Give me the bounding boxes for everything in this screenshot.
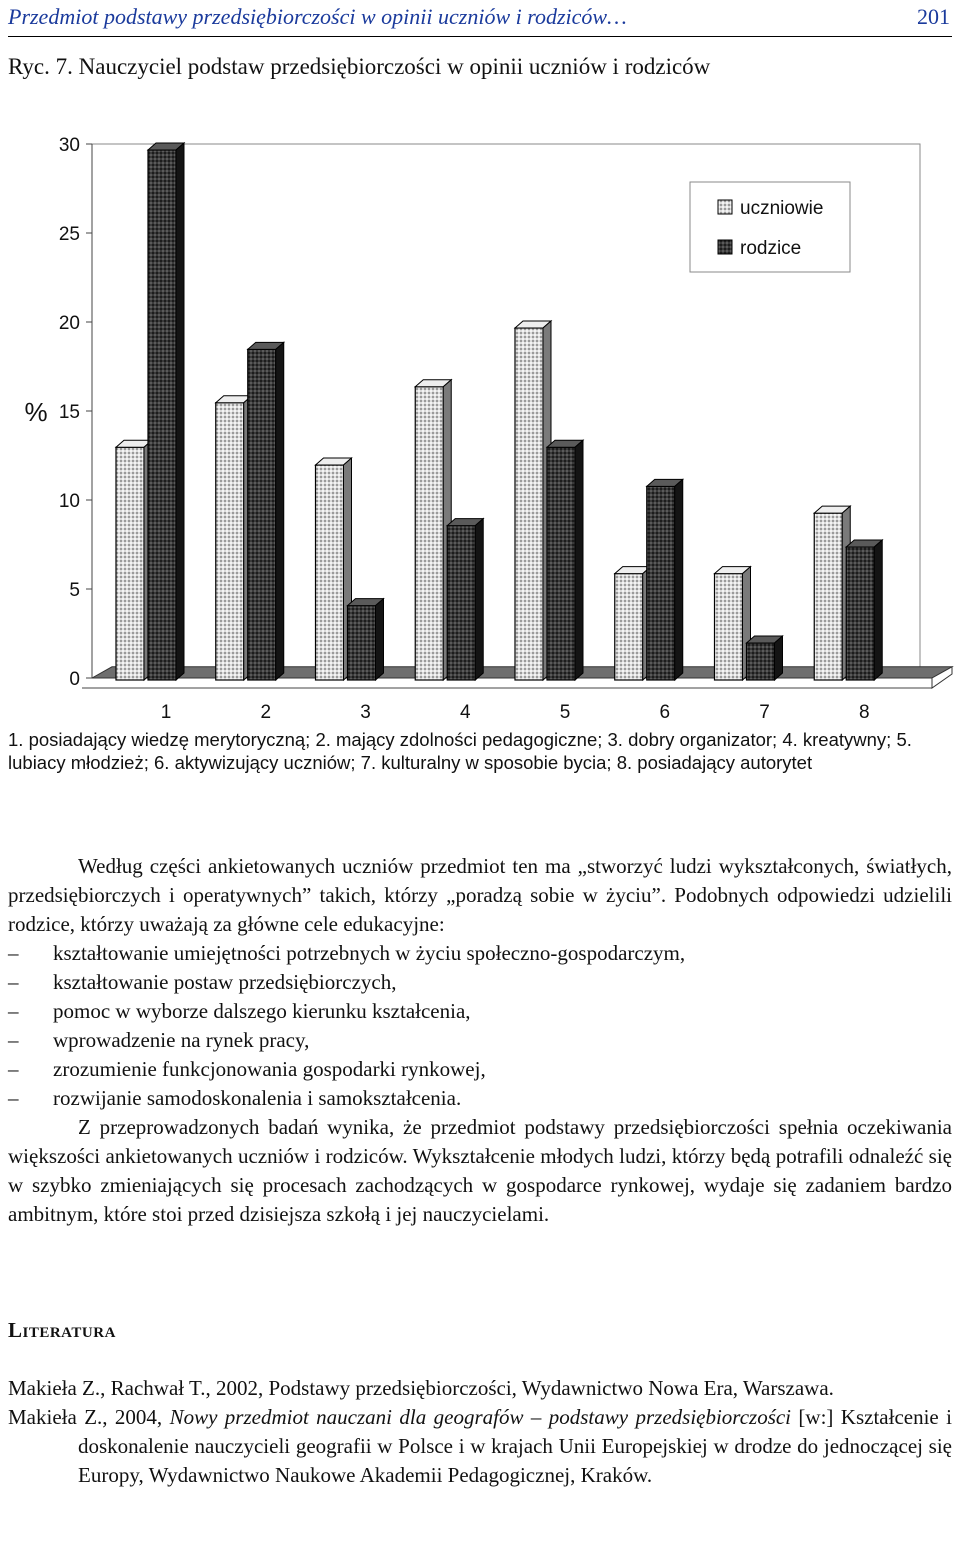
x-tick-label: 2 — [260, 702, 272, 720]
page-number: 201 — [917, 4, 950, 29]
bar-rodzice — [547, 447, 575, 680]
list-item: – pomoc w wyborze dalszego kierunku kształcenia, — [8, 997, 952, 1026]
list-item: – kształtowanie umiejętności potrzebnych w życiu społeczno-gospodarczym, — [8, 939, 952, 968]
bar-rodzice — [248, 349, 276, 680]
x-tick-label: 8 — [858, 702, 870, 720]
x-tick-label: 6 — [659, 702, 671, 720]
chart-legend — [690, 182, 850, 272]
bar-rodzice — [846, 547, 874, 680]
bar-uczniowie — [216, 403, 244, 680]
y-tick-label: 30 — [58, 135, 80, 156]
x-tick-label: 4 — [459, 702, 471, 720]
y-tick-label: 5 — [69, 580, 80, 601]
running-header-title: Przedmiot podstawy przedsiębiorczości w opinii uczniów i rodziców… — [8, 4, 627, 29]
x-tick-label: 3 — [360, 702, 371, 720]
reference-2-end: [w:] Kształcenie i doskonalenie nauczycieli geografii w Polsce i w krajach Unii Europejskiej w drodze do jednoczącej się Europy, Wydawnictwo Naukowe Akademii Pedagogicznej, Kraków. — [78, 1405, 952, 1487]
bar-uczniowie — [415, 387, 443, 680]
bar-uczniowie — [316, 465, 344, 680]
goals-list — [8, 939, 952, 1113]
bar-rodzice — [348, 606, 376, 680]
chart-note: 1. posiadający wiedzę merytoryczną; 2. mający zdolności pedagogiczne; 3. dobry organizator; 4. kreatywny; 5. lubiacy młodzież; 6. aktywizujący uczniów; 7. kulturalny w sposobie bycia; 8. posiadający autorytet — [8, 729, 912, 773]
list-item: – wprowadzenie na rynek pracy, — [8, 1026, 952, 1055]
x-tick-label: 7 — [759, 702, 770, 720]
x-tick-label: 1 — [160, 702, 172, 720]
bar-side — [675, 479, 683, 680]
y-tick-label: 10 — [58, 491, 80, 512]
references — [8, 1374, 952, 1490]
y-tick-label: 20 — [58, 313, 80, 334]
section-heading-literatura: Literatura — [8, 1318, 116, 1342]
reference-2-title: Nowy przedmiot nauczani dla geografów – podstawy przedsiębiorczości — [169, 1405, 792, 1429]
body-text — [8, 852, 952, 1229]
list-item: – zrozumienie funkcjonowania gospodarki rynkowej, — [8, 1055, 952, 1084]
bar-uczniowie — [116, 447, 144, 680]
reference-2 — [8, 1403, 952, 1490]
bar-side — [775, 636, 783, 680]
list-item: – kształtowanie postaw przedsiębiorczych, — [8, 968, 952, 997]
bar-side — [376, 599, 384, 680]
list-item: – rozwijanie samodoskonalenia i samokształcenia. — [8, 1084, 952, 1113]
bar-uczniowie — [515, 328, 543, 680]
paragraph-1: Według części ankietowanych uczniów przedmiot ten ma „stworzyć ludzi wykształconych, światłych, przedsiębiorczych i operatywnych” takich, którzy „poradzą sobie w życiu”. Podobnych odpowiedzi udzielili rodzice, którzy uważają za główne cele edukacyjne: — [8, 854, 952, 936]
reference-2-start: Makieła Z., 2004, — [8, 1405, 170, 1429]
reference-1: Makieła Z., Rachwał T., 2002, Podstawy przedsiębiorczości, Wydawnictwo Nowa Era, Warszawa. — [8, 1376, 834, 1400]
legend-label: rodzice — [740, 238, 802, 259]
bar-rodzice — [447, 526, 475, 680]
paragraph-2: Z przeprowadzonych badań wynika, że przedmiot podstawy przedsiębiorczości spełnia oczekiwania większości ankietowanych uczniów i rodziców. Wykształcenie młodych ludzi, którzy będą potrafili odnaleźć się w szybko zmieniających się procesach zachodzących w gospodarce rynkowej, wydaje się zadaniem bardzo ambitnym, które stoi przed dzisiejsza szkołą i jej nauczycielami. — [8, 1115, 952, 1226]
bar-uczniowie — [615, 574, 643, 680]
legend-label: uczniowie — [740, 198, 824, 219]
figure-caption: Ryc. 7. Nauczyciel podstaw przedsiębiorczości w opinii uczniów i rodziców — [8, 54, 711, 79]
bar-side — [475, 519, 483, 680]
running-header — [8, 2, 952, 37]
bar-rodzice — [647, 486, 675, 680]
bar-rodzice — [148, 150, 176, 680]
legend-swatch — [718, 240, 732, 254]
bar-uczniowie — [715, 574, 743, 680]
bar-side — [874, 540, 882, 680]
bar-side — [276, 342, 284, 680]
legend-swatch — [718, 200, 732, 214]
bar-rodzice — [747, 643, 775, 680]
bar-side — [176, 143, 184, 680]
bar-side — [575, 440, 583, 680]
y-tick-label: 25 — [58, 224, 80, 245]
y-tick-label: 0 — [69, 669, 80, 690]
x-tick-label: 5 — [559, 702, 571, 720]
y-tick-label: 15 — [58, 402, 80, 423]
bar-uczniowie — [814, 513, 842, 680]
y-axis-label: % — [24, 397, 48, 427]
bar-chart — [0, 108, 960, 720]
